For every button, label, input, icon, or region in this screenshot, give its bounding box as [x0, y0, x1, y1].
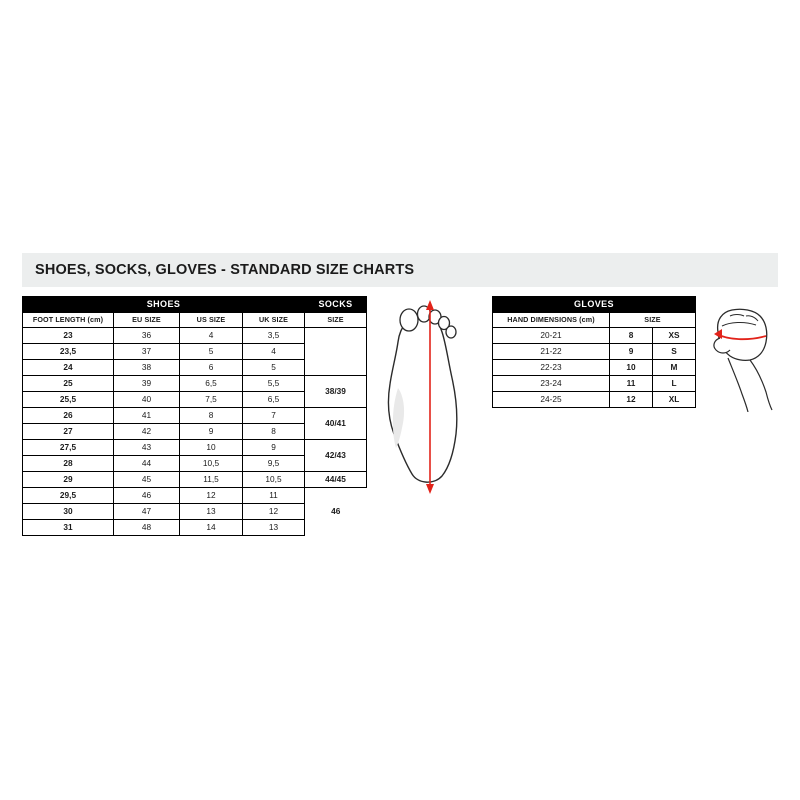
column-header-hand-dimensions: HAND DIMENSIONS (cm) — [493, 313, 610, 328]
cell-eu-size: 44 — [114, 456, 180, 472]
toe-little — [446, 326, 456, 338]
cell-socks-size: 44/45 — [305, 472, 367, 488]
table-row — [23, 488, 367, 504]
hand-illustration — [700, 292, 786, 412]
cell-eu-size: 41 — [114, 408, 180, 424]
cell-foot-length: 26 — [23, 408, 114, 424]
arm-outline-right — [750, 360, 772, 410]
gloves-table — [492, 296, 696, 408]
column-header-uk-size: UK SIZE — [243, 313, 305, 328]
cell-foot-length: 27 — [23, 424, 114, 440]
table-row — [493, 328, 696, 344]
cell-us-size: 5 — [180, 344, 243, 360]
cell-uk-size: 5,5 — [243, 376, 305, 392]
cell-foot-length: 27,5 — [23, 440, 114, 456]
table-row — [23, 328, 367, 344]
column-header-us-size: US SIZE — [180, 313, 243, 328]
cell-eu-size: 38 — [114, 360, 180, 376]
table-row — [493, 392, 696, 408]
socks-group-header: SOCKS — [305, 297, 367, 313]
cell-glove-size-numeric: 9 — [610, 344, 653, 360]
cell-eu-size: 42 — [114, 424, 180, 440]
shoes-socks-table — [22, 296, 367, 536]
cell-hand-dimension: 24-25 — [493, 392, 610, 408]
cell-uk-size: 4 — [243, 344, 305, 360]
cell-socks-size: 38/39 — [305, 376, 367, 408]
cell-foot-length: 29,5 — [23, 488, 114, 504]
foot-sole-illustration — [372, 292, 480, 500]
page-title: SHOES, SOCKS, GLOVES - STANDARD SIZE CHARTS — [35, 262, 415, 278]
cell-foot-length: 23,5 — [23, 344, 114, 360]
cell-us-size: 6,5 — [180, 376, 243, 392]
column-header-eu-size: EU SIZE — [114, 313, 180, 328]
cell-foot-length: 31 — [23, 520, 114, 536]
cell-uk-size: 5 — [243, 360, 305, 376]
cell-glove-size-numeric: 12 — [610, 392, 653, 408]
cell-eu-size: 39 — [114, 376, 180, 392]
cell-us-size: 7,5 — [180, 392, 243, 408]
page-title-bar — [22, 253, 778, 287]
table-column-header-row — [23, 313, 367, 328]
cell-eu-size: 45 — [114, 472, 180, 488]
cell-hand-dimension: 23-24 — [493, 376, 610, 392]
cell-hand-dimension: 22-23 — [493, 360, 610, 376]
column-header-socks-size: SIZE — [305, 313, 367, 328]
cell-us-size: 13 — [180, 504, 243, 520]
cell-us-size: 10,5 — [180, 456, 243, 472]
cell-us-size: 11,5 — [180, 472, 243, 488]
table-row — [23, 472, 367, 488]
cell-glove-size-numeric: 11 — [610, 376, 653, 392]
cell-glove-size-numeric: 8 — [610, 328, 653, 344]
cell-us-size: 9 — [180, 424, 243, 440]
table-row — [23, 408, 367, 424]
cell-socks-size-empty: 46 — [305, 488, 367, 536]
cell-uk-size: 12 — [243, 504, 305, 520]
cell-glove-size-alpha: XL — [653, 392, 696, 408]
arm-outline-left — [728, 358, 748, 412]
cell-foot-length: 25,5 — [23, 392, 114, 408]
cell-uk-size: 13 — [243, 520, 305, 536]
shoes-group-header: SHOES — [23, 297, 305, 313]
cell-glove-size-alpha: S — [653, 344, 696, 360]
cell-glove-size-alpha: L — [653, 376, 696, 392]
arrow-head-bottom — [426, 484, 434, 494]
cell-us-size: 6 — [180, 360, 243, 376]
cell-eu-size: 40 — [114, 392, 180, 408]
cell-socks-size — [305, 328, 367, 376]
cell-eu-size: 36 — [114, 328, 180, 344]
cell-uk-size: 7 — [243, 408, 305, 424]
cell-eu-size: 43 — [114, 440, 180, 456]
cell-foot-length: 25 — [23, 376, 114, 392]
cell-hand-dimension: 21-22 — [493, 344, 610, 360]
cell-eu-size: 37 — [114, 344, 180, 360]
cell-glove-size-alpha: XS — [653, 328, 696, 344]
cell-hand-dimension: 20-21 — [493, 328, 610, 344]
cell-glove-size-numeric: 10 — [610, 360, 653, 376]
gloves-group-header-row — [493, 297, 696, 313]
cell-us-size: 12 — [180, 488, 243, 504]
cell-foot-length: 24 — [23, 360, 114, 376]
gloves-column-header-row — [493, 313, 696, 328]
table-row — [493, 360, 696, 376]
cell-us-size: 14 — [180, 520, 243, 536]
arrow-head-top — [426, 300, 434, 310]
cell-foot-length: 29 — [23, 472, 114, 488]
gloves-group-header: GLOVES — [493, 297, 696, 313]
column-header-foot-length: FOOT LENGTH (cm) — [23, 313, 114, 328]
table-row — [493, 344, 696, 360]
cell-uk-size: 8 — [243, 424, 305, 440]
cell-uk-size: 9,5 — [243, 456, 305, 472]
cell-us-size: 10 — [180, 440, 243, 456]
cell-us-size: 8 — [180, 408, 243, 424]
cell-us-size: 4 — [180, 328, 243, 344]
cell-glove-size-alpha: M — [653, 360, 696, 376]
cell-uk-size: 11 — [243, 488, 305, 504]
cell-foot-length: 28 — [23, 456, 114, 472]
cell-uk-size: 6,5 — [243, 392, 305, 408]
cell-uk-size: 9 — [243, 440, 305, 456]
cell-foot-length: 23 — [23, 328, 114, 344]
cell-socks-size: 40/41 — [305, 408, 367, 440]
table-row — [23, 376, 367, 392]
cell-uk-size: 3,5 — [243, 328, 305, 344]
cell-eu-size: 48 — [114, 520, 180, 536]
cell-eu-size: 46 — [114, 488, 180, 504]
table-row — [23, 440, 367, 456]
table-group-header-row — [23, 297, 367, 313]
toe-big — [400, 309, 418, 331]
cell-uk-size: 10,5 — [243, 472, 305, 488]
column-header-glove-size: SIZE — [610, 313, 696, 328]
cell-foot-length: 30 — [23, 504, 114, 520]
cell-eu-size: 47 — [114, 504, 180, 520]
cell-socks-size: 42/43 — [305, 440, 367, 472]
table-row — [493, 376, 696, 392]
